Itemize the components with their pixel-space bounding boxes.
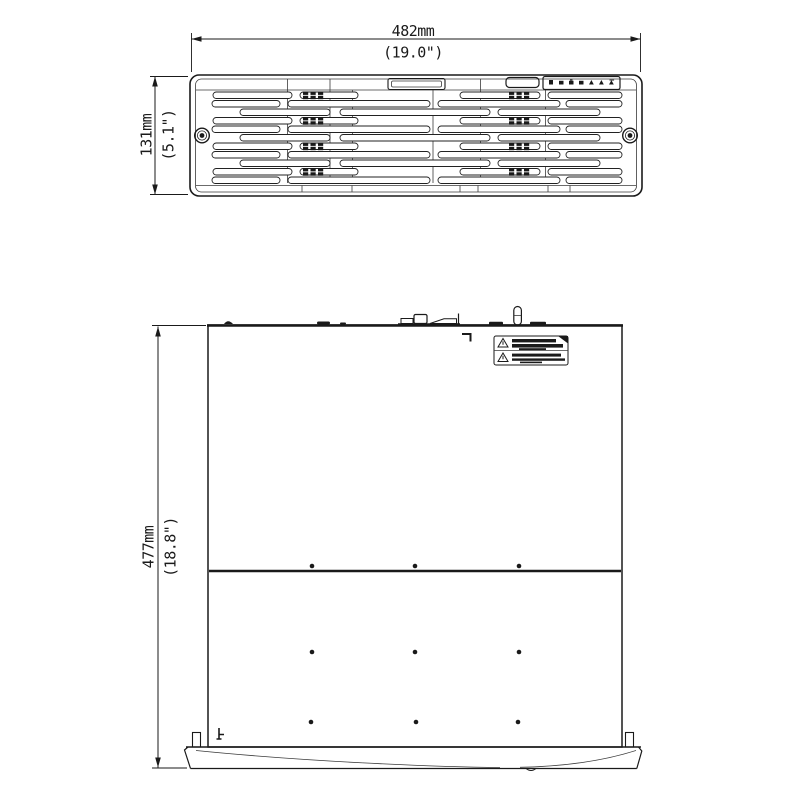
screw-hole — [414, 720, 419, 725]
lock-screw-icon — [195, 128, 210, 143]
rear-bump — [224, 321, 233, 324]
rear-panel-features — [224, 307, 546, 326]
front-width-mm-label: 482mm — [391, 22, 435, 40]
front-label-plate-inner — [392, 81, 442, 87]
arrowhead-icon — [152, 77, 158, 87]
screw-hole — [516, 720, 521, 725]
front-top-band — [196, 77, 636, 91]
arrowhead-icon — [155, 327, 161, 337]
front-bezel-tray — [185, 733, 642, 771]
rear-tab — [489, 322, 503, 325]
screw-hole — [310, 650, 315, 655]
screw-hole — [310, 564, 315, 569]
screw-hole — [309, 720, 314, 725]
ventilation-grille — [212, 92, 622, 184]
depth-in-label: (18.8") — [161, 517, 180, 577]
dimension-front-width — [192, 22, 641, 72]
screw-hole — [517, 564, 522, 569]
arrowhead-icon — [152, 185, 158, 195]
dimension-front-height — [137, 77, 188, 195]
screw-holes — [309, 564, 522, 725]
label-text-bars — [512, 339, 565, 363]
indicator-led-icons — [549, 80, 614, 85]
top-view — [139, 307, 642, 771]
front-bottom-band — [196, 186, 636, 193]
orientation-mark — [217, 728, 225, 739]
warning-triangle-icon — [498, 353, 508, 362]
rear-tab — [317, 322, 330, 325]
arrowhead-icon — [155, 758, 161, 768]
depth-mm-label: 477mm — [139, 525, 158, 569]
front-height-mm-label: 131mm — [137, 113, 156, 157]
screw-hole — [413, 650, 418, 655]
front-height-in-label: (5.1") — [159, 109, 178, 161]
dimension-chassis-depth — [139, 326, 206, 769]
rear-tab — [340, 323, 346, 325]
front-width-in-label: (19.0") — [383, 43, 443, 62]
lock-screw-icon — [623, 128, 638, 143]
arrowhead-icon — [631, 36, 641, 42]
warning-label — [494, 336, 568, 365]
antenna-pin — [514, 307, 522, 326]
front-label-plate — [388, 79, 445, 90]
label-fold-corner — [558, 336, 568, 344]
front-view — [137, 22, 642, 196]
rear-tab — [530, 322, 546, 325]
arrowhead-icon — [192, 36, 202, 42]
rear-connector-assembly — [398, 314, 460, 325]
screw-hole — [517, 650, 522, 655]
led-indicator-panel — [543, 77, 620, 90]
chassis-body-outline — [208, 325, 622, 747]
screw-hole — [413, 564, 418, 569]
bezel-notch — [193, 733, 201, 748]
warning-triangle-icon — [498, 339, 508, 348]
corner-mark — [462, 334, 471, 342]
bezel-notch — [626, 733, 634, 748]
